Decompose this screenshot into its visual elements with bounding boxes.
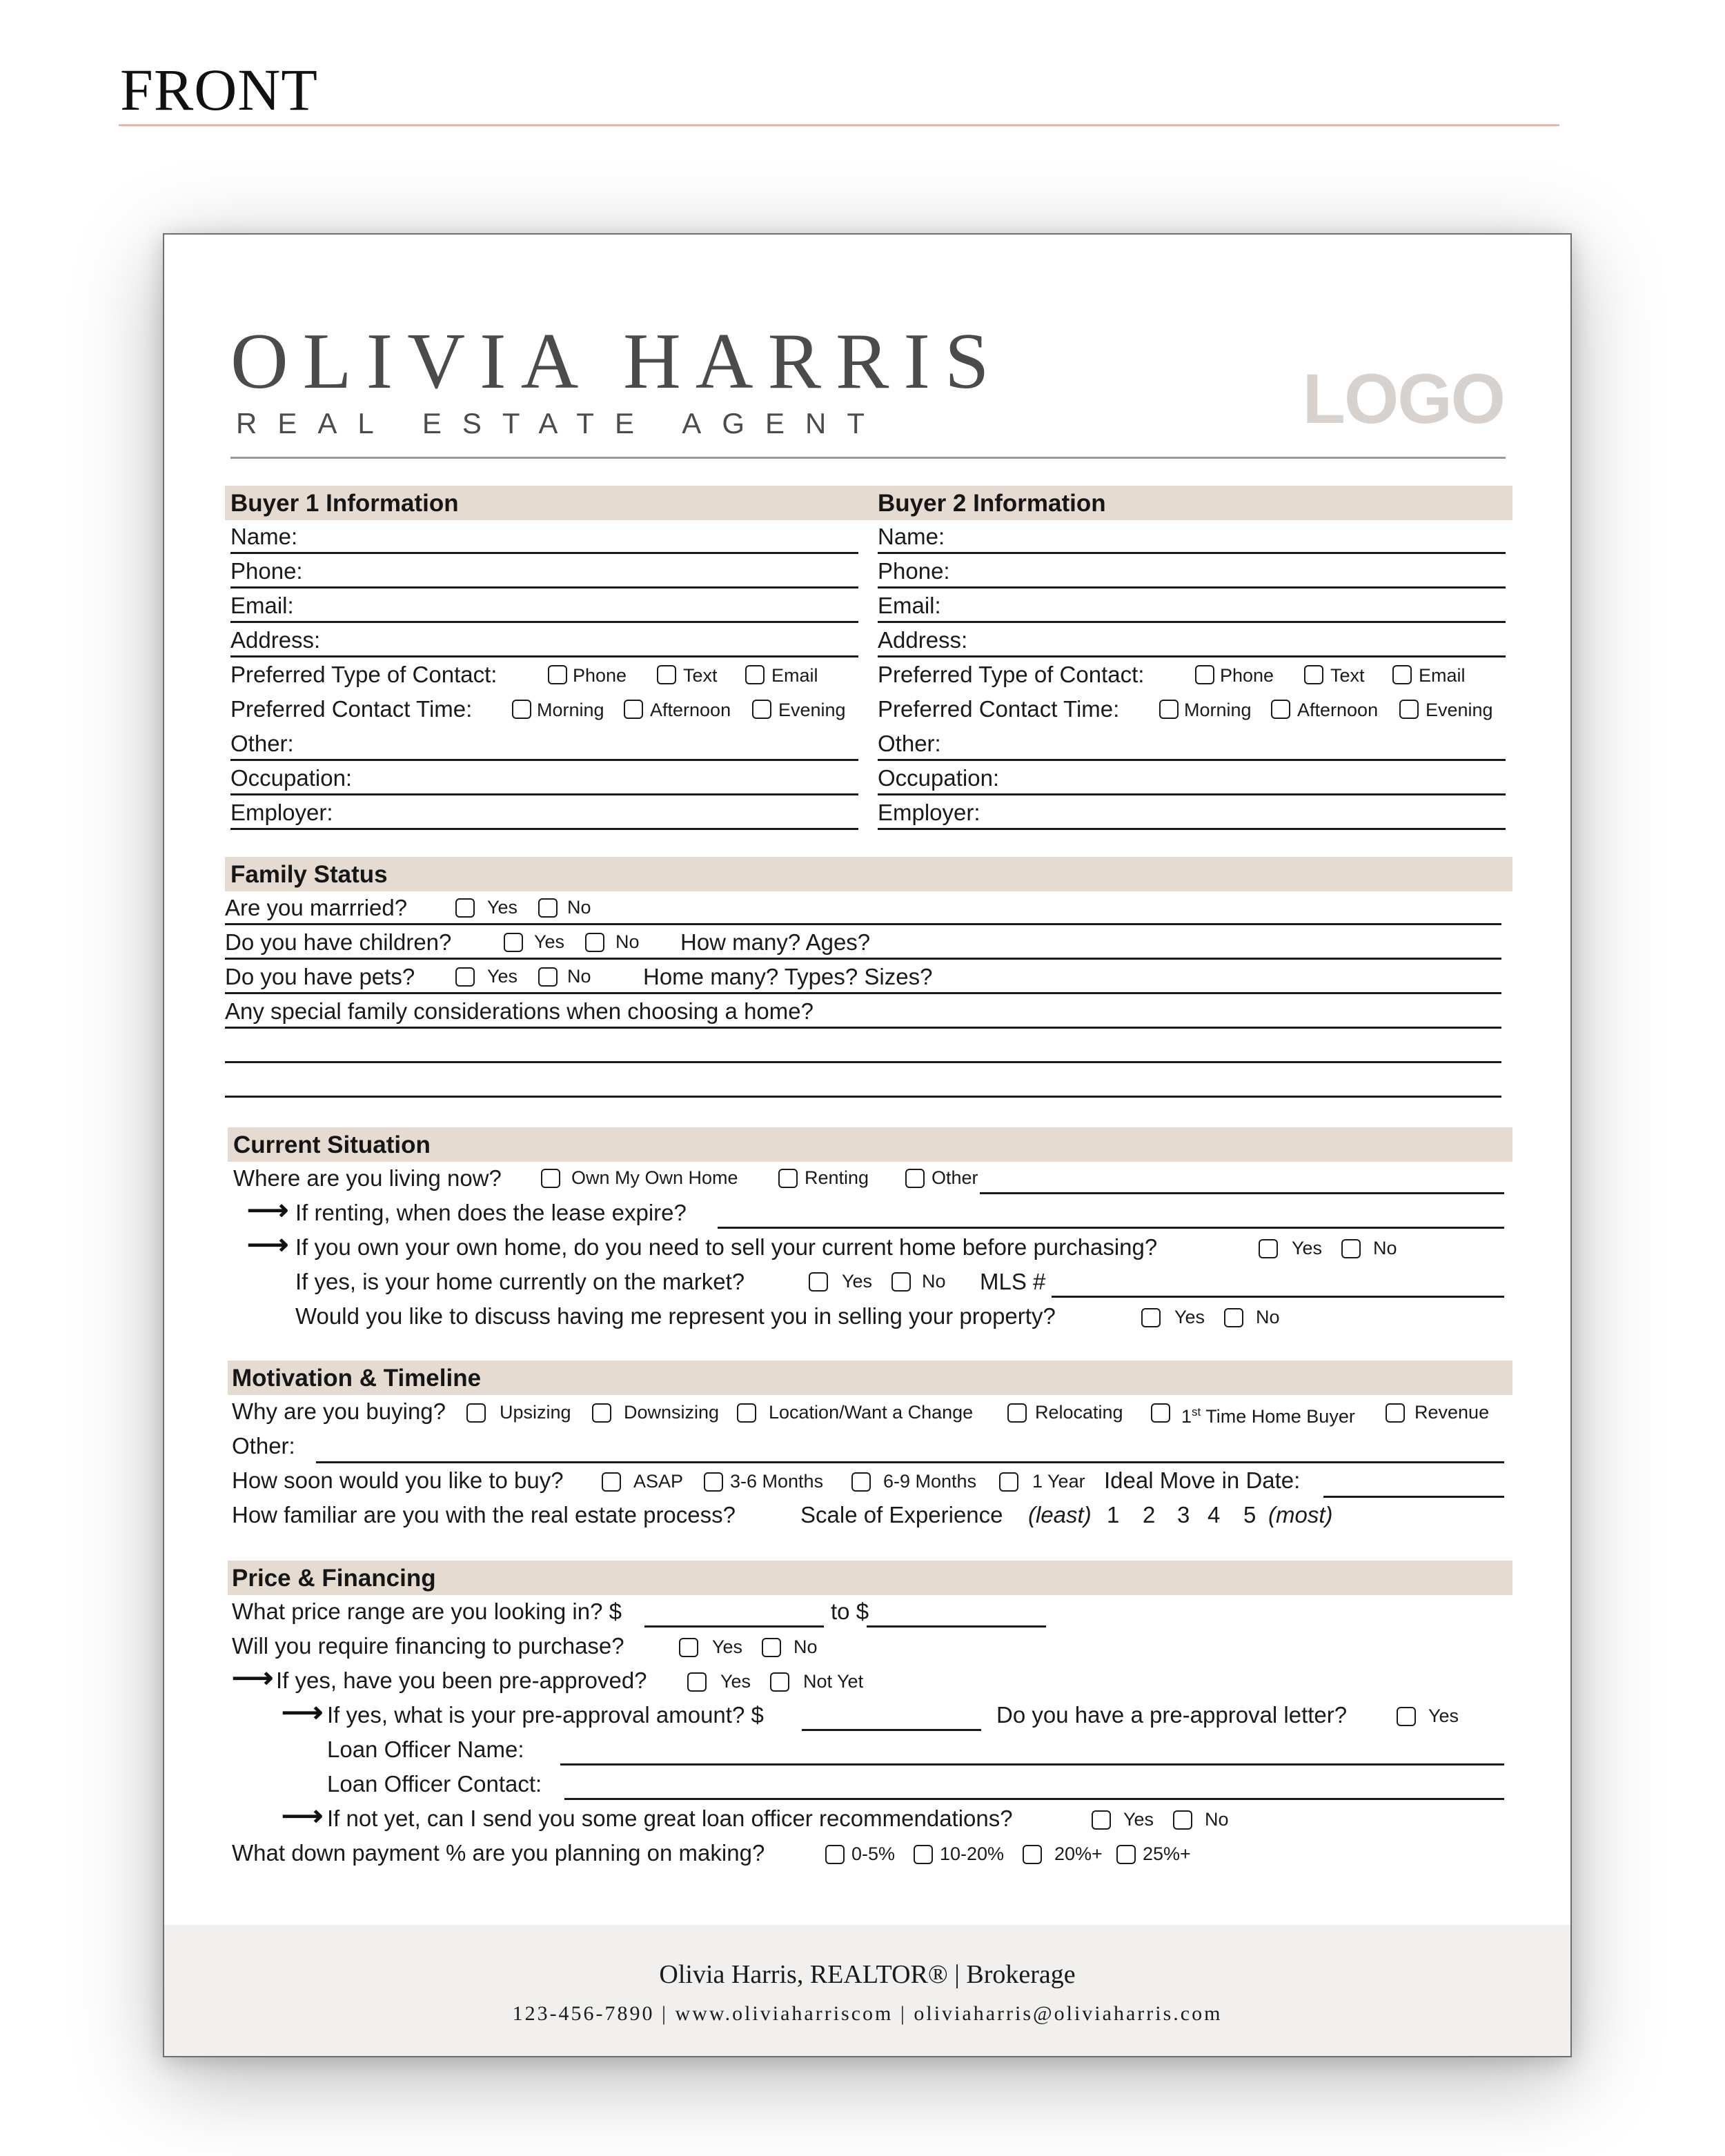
buyer2-other-field[interactable] [878,759,1506,761]
motivation-other-label: Other: [232,1433,295,1458]
scale-4[interactable]: 4 [1208,1502,1221,1527]
option-label: Evening [778,700,846,720]
down-payment-label: What down payment % are you planning on making? [232,1840,765,1866]
checkbox-icon[interactable] [851,1472,871,1492]
pets-line[interactable] [225,992,1501,994]
checkbox-icon[interactable] [1392,665,1412,684]
option-label: Morning [1184,700,1252,720]
checkbox-icon[interactable] [504,933,523,952]
buyer2-name-field[interactable] [878,552,1506,554]
right-arrow-icon: ⟶ [247,1194,289,1226]
why-label: Why are you buying? [232,1398,446,1424]
buyer1-address-field[interactable] [230,655,858,657]
agent-subtitle: REAL ESTATE AGENT [236,407,885,439]
living-label: Where are you living now? [233,1165,502,1191]
option-relocating: Relocating [1035,1402,1123,1423]
checkbox-icon[interactable] [1092,1810,1111,1830]
ideal-date-field[interactable] [1323,1496,1504,1498]
checkbox-icon[interactable] [1141,1308,1161,1327]
buyer1-name-field[interactable] [230,552,858,554]
loan-officer-contact-label: Loan Officer Contact: [327,1771,542,1797]
footer-name: Olivia Harris, REALTOR® | Brokerage [659,1960,1076,1989]
option-no: No [1256,1307,1280,1327]
option-3-6: 3-6 Months [730,1471,824,1492]
price-max-field[interactable] [867,1625,1046,1628]
page-label-rule [119,124,1559,126]
buyer1-other-label: Other: [230,731,294,756]
option-no: No [793,1636,818,1657]
special-line-1[interactable] [225,1027,1501,1029]
children-label: Do you have children? [225,929,452,955]
right-arrow-icon: ⟶ [282,1799,324,1832]
checkbox-icon[interactable] [538,898,558,918]
option-upsizing: Upsizing [500,1402,571,1423]
buyer2-address-field[interactable] [878,655,1506,657]
checkbox-icon[interactable] [737,1403,756,1423]
checkbox-icon[interactable] [1159,700,1179,719]
right-arrow-icon: ⟶ [232,1661,274,1694]
option-0-5: 0-5% [851,1843,896,1864]
checkbox-icon[interactable] [762,1638,781,1657]
checkbox-icon[interactable] [809,1272,828,1292]
checkbox-icon[interactable] [687,1672,707,1692]
first-time-sup: st [1192,1405,1201,1418]
checkbox-icon[interactable] [999,1472,1018,1492]
option-label: Text [1330,665,1365,686]
option-downsizing: Downsizing [624,1402,720,1423]
checkbox-icon[interactable] [679,1638,698,1657]
renting-label: If renting, when does the lease expire? [295,1200,687,1225]
checkbox-icon[interactable] [1341,1239,1361,1258]
pets-label: Do you have pets? [225,964,415,989]
option-label: Email [771,665,818,686]
motivation-title: Motivation & Timeline [232,1365,482,1392]
buyer2-contact-time-label: Preferred Contact Time: [878,696,1120,722]
scale-2[interactable]: 2 [1143,1502,1156,1527]
scale-most: (most) [1268,1502,1333,1527]
option-20: 20%+ [1054,1843,1103,1864]
living-other-field[interactable] [980,1192,1504,1194]
option-not-yet: Not Yet [803,1671,864,1692]
buyer1-address-label: Address: [230,627,321,653]
buyer1-employer-label: Employer: [230,800,333,825]
checkbox-icon[interactable] [752,700,771,719]
require-financing-label: Will you require financing to purchase? [232,1633,624,1659]
checkbox-icon[interactable] [1397,1707,1416,1726]
option-first-time [1181,1401,1355,1428]
situation-title: Current Situation [233,1131,431,1158]
children-line[interactable] [225,958,1501,960]
buyer2-phone-label: Phone: [878,558,950,584]
buyer2-other-label: Other: [878,731,941,756]
married-label: Are you marrried? [225,895,408,920]
buyer1-occupation-field[interactable] [230,793,858,795]
scale-3[interactable]: 3 [1177,1502,1190,1527]
checkbox-icon[interactable] [770,1672,789,1692]
financing-title: Price & Financing [232,1565,436,1592]
checkbox-icon[interactable] [538,967,558,987]
price-to-label: to $ [831,1599,869,1624]
special-line-2[interactable] [225,1061,1501,1063]
buyer2-name-label: Name: [878,524,945,549]
option-yes: Yes [1123,1809,1154,1830]
checkbox-icon[interactable] [455,898,475,918]
first-time-rest: Time Home Buyer [1201,1406,1355,1427]
loan-officer-name-label: Loan Officer Name: [327,1737,524,1762]
special-line-3[interactable] [225,1096,1501,1098]
option-label: Evening [1426,700,1493,720]
checkbox-icon[interactable] [548,665,567,684]
footer-contact: 123-456-7890 | www.oliviaharriscom | oliviaharris@oliviaharris.com [512,2002,1223,2025]
checkbox-icon[interactable] [1386,1403,1405,1423]
checkbox-icon[interactable] [1399,700,1419,719]
agent-name: OLIVIA HARRIS [230,317,1004,406]
buyer1-other-field[interactable] [230,759,858,761]
option-own: Own My Own Home [571,1167,738,1188]
option-revenue: Revenue [1414,1402,1490,1423]
checkbox-icon[interactable] [541,1169,560,1188]
option-25: 25%+ [1143,1843,1191,1864]
scale-5[interactable]: 5 [1243,1502,1256,1527]
checkbox-icon[interactable] [592,1403,611,1423]
scale-1[interactable]: 1 [1107,1502,1120,1527]
checkbox-icon[interactable] [466,1403,486,1423]
option-no: No [1373,1238,1397,1258]
preapproved-label: If yes, have you been pre-approved? [276,1668,647,1693]
family-title: Family Status [230,861,388,888]
buyer1-email-field[interactable] [230,621,858,623]
familiar-label: How familiar are you with the real estate process? [232,1502,736,1527]
option-yes: Yes [487,897,518,918]
buyer1-title: Buyer 1 Information [230,490,459,517]
checkbox-icon[interactable] [1116,1845,1136,1864]
ideal-date-label: Ideal Move in Date: [1104,1467,1301,1493]
special-label: Any special family considerations when choosing a home? [225,998,814,1024]
option-no: No [922,1271,946,1292]
represent-label: Would you like to discuss having me represent you in selling your property? [295,1303,1056,1329]
checkbox-icon[interactable] [1224,1308,1243,1327]
checkbox-icon[interactable] [657,665,676,684]
option-yes: Yes [712,1636,743,1657]
header-divider [230,457,1506,459]
checkbox-icon[interactable] [704,1472,723,1492]
option-label: Phone [573,665,627,686]
loan-officer-contact-field[interactable] [564,1798,1504,1800]
loan-officer-name-field[interactable] [560,1763,1504,1766]
buyer2-title: Buyer 2 Information [878,490,1106,517]
buyer1-occupation-label: Occupation: [230,765,353,791]
option-label: Afternoon [1297,700,1379,720]
scale-label: Scale of Experience [800,1502,1003,1527]
market-label: If yes, is your home currently on the market? [295,1269,745,1294]
option-renting: Renting [805,1167,869,1188]
amount-field[interactable] [802,1729,981,1731]
option-yes: Yes [720,1671,751,1692]
option-label: Text [683,665,718,686]
buyer1-phone-field[interactable] [230,586,858,589]
checkbox-icon[interactable] [891,1272,911,1292]
price-label: What price range are you looking in? $ [232,1599,622,1624]
option-label: Phone [1220,665,1274,686]
children-followup: How many? Ages? [680,929,871,955]
checkbox-icon[interactable] [1259,1239,1278,1258]
form-sheet [163,233,1572,2057]
buyer2-phone-field[interactable] [878,586,1506,589]
footer [164,1925,1570,2056]
buyer2-occupation-field[interactable] [878,793,1506,795]
checkbox-icon[interactable] [455,967,475,987]
option-yes: Yes [487,966,518,987]
option-no: No [1205,1809,1229,1830]
option-6-9: 6-9 Months [883,1471,977,1492]
right-arrow-icon: ⟶ [282,1696,324,1728]
checkbox-icon[interactable] [778,1169,798,1188]
checkbox-icon[interactable] [512,700,531,719]
buyer2-employer-field[interactable] [878,828,1506,830]
buyer2-email-field[interactable] [878,621,1506,623]
option-label: Morning [537,700,604,720]
buyer2-occupation-label: Occupation: [878,765,1000,791]
checkbox-icon[interactable] [1151,1403,1170,1423]
right-arrow-icon: ⟶ [247,1228,289,1260]
checkbox-icon[interactable] [1007,1403,1027,1423]
amount-label: If yes, what is your pre-approval amount? $ [327,1702,764,1728]
checkbox-icon[interactable] [1271,700,1290,719]
buyer1-name-label: Name: [230,524,298,549]
pets-followup: Home many? Types? Sizes? [643,964,933,989]
family-band [225,857,1512,891]
checkbox-icon[interactable] [602,1472,621,1492]
checkbox-icon[interactable] [1304,665,1323,684]
option-yes: Yes [1292,1238,1323,1258]
buyer1-phone-label: Phone: [230,558,303,584]
letter-label: Do you have a pre-approval letter? [996,1702,1348,1728]
option-label: Afternoon [650,700,731,720]
lease-expire-field[interactable] [718,1227,1504,1229]
option-yes: Yes [534,931,565,952]
first-time-number: 1 [1181,1406,1192,1427]
checkbox-icon[interactable] [1023,1845,1042,1864]
option-no: No [567,897,591,918]
own-label: If you own your own home, do you need to sell your current home before purchasing? [295,1234,1158,1260]
how-soon-label: How soon would you like to buy? [232,1467,564,1493]
buyer2-contact-type-label: Preferred Type of Contact: [878,662,1145,687]
option-yes: Yes [1174,1307,1205,1327]
checkbox-icon[interactable] [914,1845,933,1864]
logo-placeholder: LOGO [1302,359,1504,438]
married-line[interactable] [225,923,1501,925]
motivation-other-field[interactable] [316,1461,1504,1463]
buyer1-email-label: Email: [230,593,294,618]
option-no: No [615,931,640,952]
checkbox-icon[interactable] [825,1845,845,1864]
page-label: FRONT [120,57,318,123]
mls-field[interactable] [1052,1296,1504,1298]
option-yes: Yes [1428,1705,1459,1726]
option-10-20: 10-20% [940,1843,1005,1864]
checkbox-icon[interactable] [745,665,765,684]
option-asap: ASAP [633,1471,684,1492]
recommend-label: If not yet, can I send you some great loan officer recommendations? [327,1806,1013,1831]
buyer1-contact-time-label: Preferred Contact Time: [230,696,473,722]
option-location: Location/Want a Change [769,1402,974,1423]
checkbox-icon[interactable] [905,1169,925,1188]
buyer2-employer-label: Employer: [878,800,980,825]
checkbox-icon[interactable] [624,700,643,719]
scale-least: (least) [1028,1502,1092,1527]
option-yes: Yes [842,1271,873,1292]
option-no: No [567,966,591,987]
mls-label: MLS # [980,1269,1046,1294]
buyer1-employer-field[interactable] [230,828,858,830]
buyer1-contact-type-label: Preferred Type of Contact: [230,662,497,687]
option-label: Email [1419,665,1466,686]
buyer2-address-label: Address: [878,627,968,653]
checkbox-icon[interactable] [1195,665,1214,684]
checkbox-icon[interactable] [1173,1810,1192,1830]
option-1-year: 1 Year [1032,1471,1085,1492]
buyer2-email-label: Email: [878,593,941,618]
checkbox-icon[interactable] [585,933,604,952]
price-min-field[interactable] [644,1625,824,1628]
option-other: Other [931,1167,978,1188]
